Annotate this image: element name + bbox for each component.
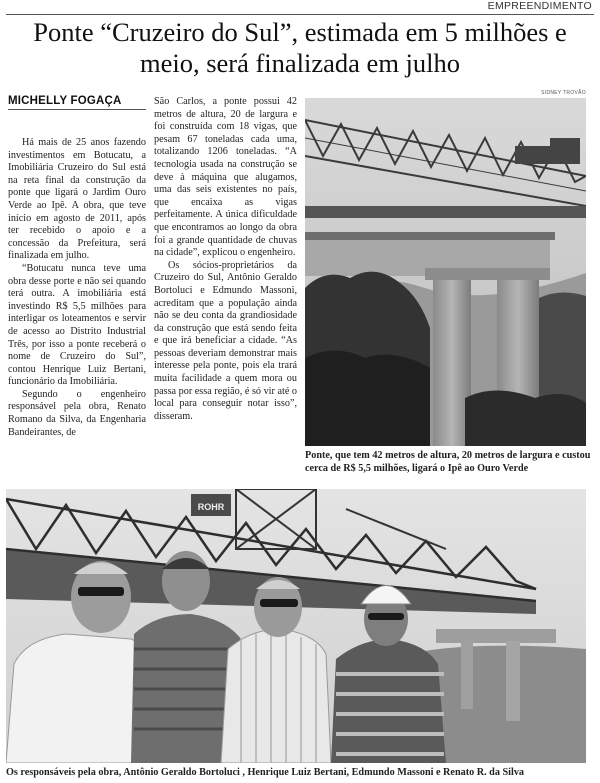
photo-caption-1: Ponte, que tem 42 metros de altura, 20 metros de largura e custou cerca de R$ 5,5 milhões, ligará o Ipê ao Ouro Verde [305,450,591,474]
paragraph: São Carlos, a ponte possui 42 metros de altura, 20 de largura e foi construída com 18 vigas, que pesam 67 toneladas cada uma, totalizando 1206 toneladas. “A tecnologia usada na construção se deve à máquina que alugamos, uma das seis existentes no país, que encaixa as vigas perfeitamente. A única dificuldade que encontramos ao longo da obra foi a grande quantidade de chuvas na cidade”, explicou o engenheiro. [154,96,297,259]
headline: Ponte “Cruzeiro do Sul”, estimada em 5 milhões e meio, será finalizada em julho [33,17,567,78]
bridge-photo [305,98,586,446]
byline: MICHELLY FOGAÇA [8,95,146,110]
photo-credit: SIDNEY TROVÃO [541,90,586,96]
paragraph: “Botucatu nunca teve uma obra desse porte e não sei quando terá outra. A imobiliária está investindo R$ 5,5 milhões para interligar os loteamentos e servir de acesso ao Distrito Industrial Três, por isso a ponte receberá o nome de Cruzeiro do Sul”, contou Henrique Luiz Bertani, funcionário da Imobiliária. [8,262,146,388]
paragraph: Segundo o engenheiro responsável pela obra, Renato Romano da Silva, da Engenharia Bandeirantes, de [8,388,146,438]
top-rule [6,14,594,15]
paragraph: Os sócios-proprietários da Cruzeiro do Sul, Antônio Geraldo Bortoluci e Edmundo Massoni, acreditam que a população ainda não se deu conta da grandiosidade da construção que está sendo feita e que irá beneficiar a cidade. “As pessoas deveriam demonstrar mais interesse pela ponte, pois ela trará muita facilidade a quem mora ou passa por essa região, é só vir até o local para conseguir notar isso”, disseram. [154,259,297,422]
crane-sign-text: ROHR [197,502,225,512]
paragraph: Há mais de 25 anos fazendo investimentos em Botucatu, a Imobiliária Cruzeiro do Sul está na reta final da construção da ponte que ligará o Jardim Ouro Verde ao Ipê. A obra, que teve início em agosto de 2011, após ter recebido o apoio e a concessão da Prefeitura, será finalizada em julho. [8,137,146,262]
article-column-1 [8,137,146,439]
photo-caption-2: Os responsáveis pela obra, Antônio Geraldo Bortoluci , Henrique Luiz Bertani, Edmundo Massoni e Renato R. da Silva [6,767,525,778]
article-column-2 [154,96,297,423]
section-tag: EMPREENDIMENTO [487,0,592,12]
group-photo [6,489,586,763]
